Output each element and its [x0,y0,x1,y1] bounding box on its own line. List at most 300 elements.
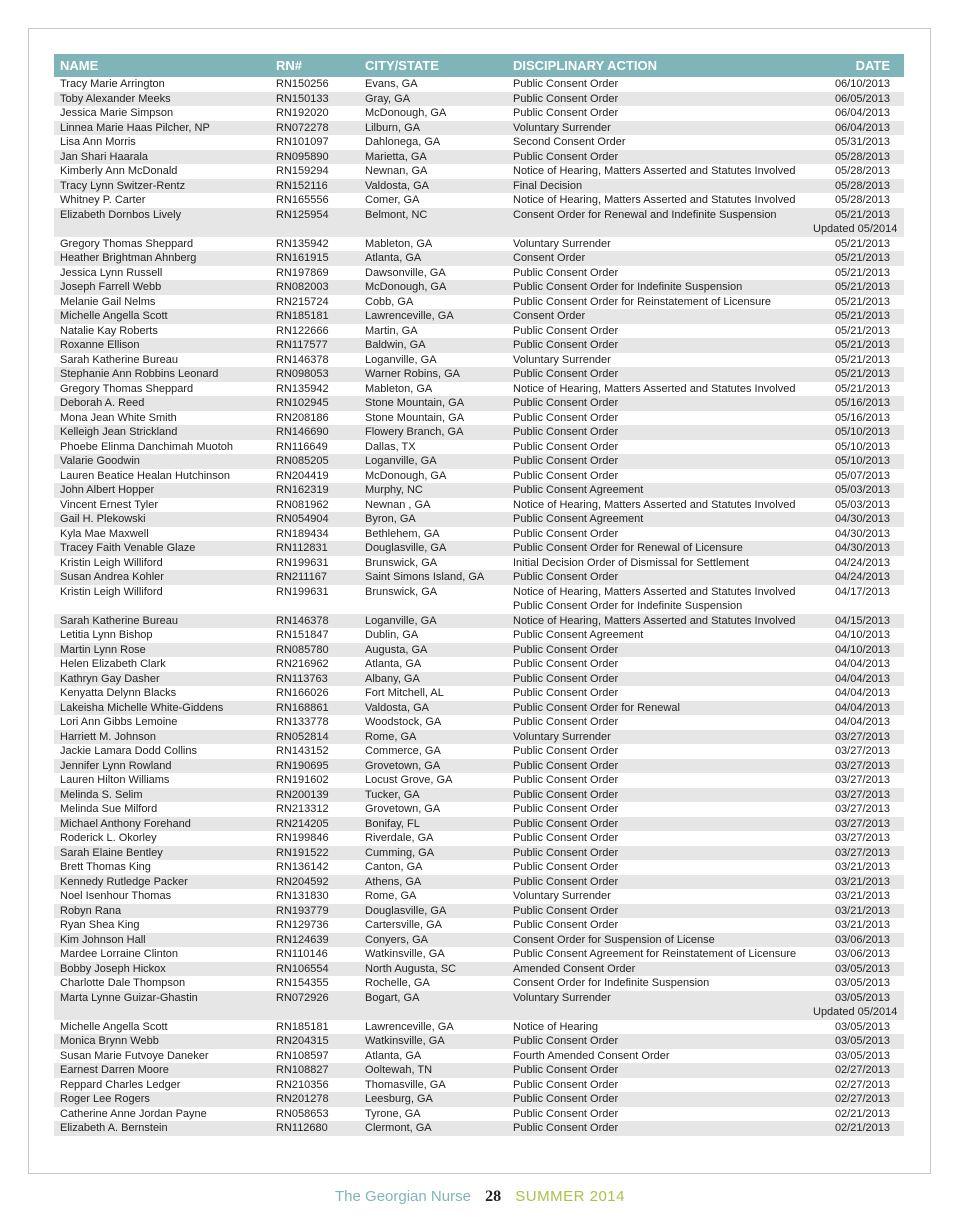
cell-rn-text: RN197869 [276,266,329,279]
cell-name [54,498,276,513]
table-row [54,1092,904,1107]
table-row [54,469,904,484]
cell-rn-text: RN085780 [276,643,329,656]
table-row [54,512,904,527]
cell-disciplinary-action [513,425,813,440]
table-row [54,150,904,165]
cell-city-state [365,585,513,614]
cell-disciplinary-action [513,382,813,397]
cell-disciplinary-action [513,1020,813,1035]
cell-disciplinary-action [513,759,813,774]
cell-city-state-text: McDonough, GA [365,469,447,482]
cell-date [813,860,904,875]
cell-name [54,773,276,788]
cell-rn-text: RN146690 [276,426,329,438]
cell-city-state [365,730,513,745]
cell-city-state-text: McDonough, GA [365,107,447,119]
cell-city-state [365,193,513,208]
cell-disciplinary-action-text: Public Consent Order [513,875,619,888]
cell-city-state-text: Baldwin, GA [365,339,426,351]
cell-rn-text: RN208186 [276,411,329,424]
cell-name-text: Lauren Hilton Williams [60,774,170,786]
cell-name [54,92,276,107]
cell-disciplinary-action-text: Voluntary Surrender [513,353,611,366]
cell-name-text: Melinda Sue Milford [60,803,158,815]
cell-city-state-text: Lilburn, GA [365,121,421,134]
cell-disciplinary-action-text: Public Consent Agreement for Reinstatement of Licensure [513,948,797,960]
cell-disciplinary-action-text: Public Consent Order [513,817,619,830]
cell-date [813,976,904,991]
cell-name [54,150,276,165]
cell-rn [276,933,365,948]
table-row [54,889,904,904]
cell-date-text: 03/27/2013 [834,803,890,815]
cell-city-state [365,367,513,382]
cell-name-text: Tracey Faith Venable Glaze [60,542,196,554]
cell-rn-text: RN082003 [276,281,329,293]
cell-disciplinary-action [513,1063,813,1078]
cell-disciplinary-action-text: Public Consent Agreement [513,513,644,525]
cell-name-text: Jennifer Lynn Rowland [60,759,172,772]
cell-city-state [365,411,513,426]
cell-disciplinary-action-text: Notice of Hearing, Matters Asserted and Statutes Involved [513,165,796,177]
cell-disciplinary-action [513,788,813,803]
cell-rn-text: RN199846 [276,832,329,844]
cell-city-state [365,295,513,310]
cell-disciplinary-action [513,686,813,701]
cell-date [813,92,904,107]
cell-date-text: 04/04/2013 [834,672,890,685]
cell-name [54,759,276,774]
cell-disciplinary-action [513,1049,813,1064]
cell-disciplinary-action-text: Notice of Hearing, Matters Asserted and Statutes Involved [513,382,796,395]
cell-city-state-text: Locust Grove, GA [365,774,453,786]
cell-rn [276,904,365,919]
cell-name [54,1078,276,1093]
cell-city-state-text: Conyers, GA [365,933,428,946]
cell-city-state-text: Dallas, TX [365,440,416,453]
table-row [54,1078,904,1093]
table-row [54,962,904,977]
cell-rn-text: RN204315 [276,1035,329,1047]
cell-city-state-text: Canton, GA [365,861,423,873]
cell-city-state-text: Tucker, GA [365,788,420,801]
cell-rn [276,208,365,237]
cell-disciplinary-action-text: Public Consent Order for Renewal of Licensure [513,542,743,554]
cell-disciplinary-action [513,570,813,585]
cell-name [54,367,276,382]
cell-city-state-text: Brunswick, GA [365,556,438,569]
cell-disciplinary-action [513,730,813,745]
cell-name-text: Brett Thomas King [60,861,151,873]
cell-disciplinary-action-text: Public Consent Order [513,759,619,772]
table-row [54,440,904,455]
cell-date-text: 04/30/2013 [834,513,890,525]
cell-date-text: 04/30/2013 [834,542,890,554]
cell-name-text: Reppard Charles Ledger [60,1078,181,1091]
cell-rn-text: RN204419 [276,469,329,482]
cell-disciplinary-action [513,1034,813,1049]
cell-rn [276,1063,365,1078]
cell-disciplinary-action-text: Notice of Hearing, Matters Asserted and Statutes Involved [513,498,796,511]
cell-rn [276,367,365,382]
cell-date-text: 06/05/2013 [834,92,890,105]
cell-rn-text: RN108597 [276,1049,329,1062]
cell-disciplinary-action-text: Consent Order for Renewal and Indefinite Suspension [513,208,777,221]
cell-city-state [365,121,513,136]
disciplinary-table [54,54,904,1136]
cell-date [813,324,904,339]
cell-disciplinary-action-text: Consent Order for Indefinite Suspension [513,977,710,989]
cell-disciplinary-action [513,628,813,643]
cell-city-state-text: Atlanta, GA [365,252,422,264]
cell-name-text: Kelleigh Jean Strickland [60,426,178,438]
table-row [54,382,904,397]
cell-rn-text: RN185181 [276,310,329,322]
cell-name-text: Jessica Marie Simpson [60,107,174,119]
cell-date-text: 04/10/2013 [834,629,890,641]
cell-name-text: Earnest Darren Moore [60,1064,169,1076]
cell-city-state-text: McDonough, GA [365,281,447,293]
cell-disciplinary-action-text: Public Consent Order [513,803,619,815]
cell-city-state-text: Grovetown, GA [365,759,441,772]
table-row [54,179,904,194]
cell-name-text: Jessica Lynn Russell [60,266,163,279]
cell-name-text: Melinda S. Selim [60,788,143,801]
cell-rn-text: RN200139 [276,788,329,801]
cell-date-text: 05/31/2013 [834,136,890,148]
cell-date-text: 05/21/2013 [834,208,890,221]
cell-city-state-text: Evans, GA [365,78,418,90]
cell-date-text: 05/03/2013 [834,498,890,511]
cell-city-state [365,904,513,919]
cell-name-text: Helen Elizabeth Clark [60,658,166,670]
cell-disciplinary-action-text: Public Consent Order [513,266,619,279]
footer-page-number: 28 [485,1188,502,1205]
footer-season: SUMMER 2014 [515,1188,625,1205]
cell-disciplinary-action-text: Public Consent Order [513,107,619,119]
cell-rn-text: RN165556 [276,194,329,206]
table-row [54,1020,904,1035]
table-body [54,77,904,1136]
cell-city-state [365,875,513,890]
cell-date-text: 04/15/2013 [834,614,890,627]
cell-name [54,527,276,542]
cell-name-text: Gregory Thomas Sheppard [60,382,194,395]
cell-disciplinary-action-text: Public Consent Order [513,368,619,380]
cell-date-text: 05/21/2013 [834,324,890,337]
cell-rn [276,802,365,817]
cell-name [54,353,276,368]
cell-name [54,1121,276,1136]
cell-city-state-text: Stone Mountain, GA [365,411,465,424]
cell-date [813,1078,904,1093]
cell-rn [276,1107,365,1122]
cell-rn-text: RN159294 [276,165,329,177]
cell-name-text: Bobby Joseph Hickox [60,962,166,975]
cell-rn-text: RN125954 [276,208,329,221]
cell-disciplinary-action-text: Public Consent Order [513,426,619,438]
cell-date-text: 05/07/2013 [834,469,890,482]
cell-rn-text: RN101097 [276,136,329,148]
cell-rn [276,1049,365,1064]
cell-name [54,280,276,295]
cell-city-state [365,1063,513,1078]
cell-date-text: 05/21/2013 [834,368,890,380]
cell-name-text: Kathryn Gay Dasher [60,672,160,685]
cell-city-state [365,860,513,875]
cell-rn-text: RN192020 [276,107,329,119]
cell-date-text: 03/21/2013 [834,919,890,931]
cell-disciplinary-action [513,715,813,730]
cell-name [54,237,276,252]
cell-city-state-text: Valdosta, GA [365,701,429,714]
cell-name [54,831,276,846]
cell-disciplinary-action-text: Public Consent Order [513,846,619,859]
cell-date [813,889,904,904]
cell-disciplinary-action-text: Public Consent Order for Reinstatement of Licensure [513,295,772,308]
cell-rn-text: RN193779 [276,904,329,917]
cell-name [54,1049,276,1064]
cell-city-state [365,1078,513,1093]
cell-date [813,338,904,353]
table-row [54,266,904,281]
cell-disciplinary-action-text: Public Consent Order [513,643,619,656]
cell-rn [276,1034,365,1049]
cell-disciplinary-action [513,280,813,295]
table-row [54,846,904,861]
cell-date [813,121,904,136]
table-row [54,570,904,585]
cell-date-text: 05/28/2013 [834,179,890,192]
cell-name-text: Michelle Angella Scott [60,310,168,322]
cell-rn [276,672,365,687]
cell-city-state [365,527,513,542]
cell-name-text: Robyn Rana [60,904,122,917]
cell-city-state [365,556,513,571]
cell-disciplinary-action-text: Public Consent Order [513,1122,619,1134]
table-row [54,164,904,179]
cell-city-state-text: Saint Simons Island, GA [365,571,485,583]
cell-city-state-text: Loganville, GA [365,353,437,366]
cell-rn [276,541,365,556]
cell-disciplinary-action [513,324,813,339]
cell-name-text: Tracy Lynn Switzer-Rentz [60,179,186,192]
cell-name-text: Elizabeth Dornbos Lively [60,208,182,221]
cell-rn-text: RN081962 [276,498,329,511]
cell-disciplinary-action [513,701,813,716]
cell-city-state [365,266,513,281]
cell-rn-text: RN129736 [276,919,329,931]
cell-city-state-text: Mableton, GA [365,382,433,395]
cell-date [813,585,904,614]
cell-city-state [365,541,513,556]
cell-date [813,440,904,455]
cell-disciplinary-action-text: Public Consent Order [513,919,619,931]
cell-name-text: Martin Lynn Rose [60,643,146,656]
table-row [54,1034,904,1049]
cell-city-state [365,251,513,266]
table-row [54,324,904,339]
cell-name [54,512,276,527]
cell-date [813,1092,904,1107]
cell-name-text: Sarah Elaine Bentley [60,846,163,859]
cell-city-state [365,788,513,803]
cell-name [54,382,276,397]
cell-name-text: Deborah A. Reed [60,397,145,409]
cell-date [813,266,904,281]
cell-date-text: 04/04/2013 [834,716,890,728]
cell-date-text: 03/21/2013 [834,875,890,888]
cell-rn [276,686,365,701]
cell-disciplinary-action [513,106,813,121]
cell-rn-text: RN117577 [276,339,328,351]
cell-city-state [365,425,513,440]
cell-name-text: Susan Marie Futvoye Daneker [60,1049,209,1062]
cell-name-text: Linnea Marie Haas Pilcher, NP [60,121,210,134]
cell-disciplinary-action [513,657,813,672]
table-row [54,527,904,542]
cell-disciplinary-action [513,614,813,629]
cell-date-text: 02/21/2013 [834,1107,890,1120]
cell-date-text: 04/04/2013 [834,701,890,714]
cell-city-state-text: Comer, GA [365,194,420,206]
cell-name [54,425,276,440]
cell-disciplinary-action [513,309,813,324]
table-row [54,353,904,368]
cell-name [54,454,276,469]
cell-city-state-text: Brunswick, GA [365,585,438,598]
cell-disciplinary-action [513,92,813,107]
cell-date [813,672,904,687]
cell-rn [276,1020,365,1035]
cell-disciplinary-action [513,947,813,962]
cell-name [54,628,276,643]
cell-rn [276,701,365,716]
cell-disciplinary-action [513,918,813,933]
table-row [54,454,904,469]
table-row [54,121,904,136]
table-row [54,875,904,890]
table-row [54,672,904,687]
table-row [54,904,904,919]
cell-rn-text: RN072278 [276,121,329,134]
cell-date [813,193,904,208]
cell-name [54,1034,276,1049]
cell-date-text: 02/27/2013 [834,1078,890,1091]
cell-disciplinary-action-text: Public Consent Order [513,904,619,917]
cell-city-state-text: Ooltewah, TN [365,1064,433,1076]
cell-city-state [365,831,513,846]
cell-disciplinary-action [513,353,813,368]
cell-disciplinary-action [513,933,813,948]
cell-disciplinary-action [513,295,813,310]
cell-city-state [365,976,513,991]
cell-disciplinary-action-text: Public Consent Order [513,1035,619,1047]
cell-name-text: Kimberly Ann McDonald [60,165,178,177]
cell-rn-text: RN072926 [276,991,329,1004]
table-row [54,628,904,643]
cell-date [813,991,904,1020]
cell-city-state [365,208,513,237]
table-row [54,860,904,875]
cell-name-text: Kim Johnson Hall [60,933,146,946]
cell-rn [276,121,365,136]
cell-name-text: Ryan Shea King [60,919,140,931]
cell-name-text: Gail H. Plekowski [60,513,146,525]
cell-rn-text: RN201278 [276,1093,329,1105]
cell-city-state-text: Bethlehem, GA [365,527,440,540]
cell-date-text: 05/21/2013 [834,252,890,264]
cell-name-text: Monica Brynn Webb [60,1035,159,1047]
table-row [54,730,904,745]
cell-disciplinary-action [513,193,813,208]
cell-rn [276,295,365,310]
cell-disciplinary-action [513,483,813,498]
cell-rn [276,1092,365,1107]
cell-city-state-text: Dawsonville, GA [365,266,446,279]
cell-name-text: Kennedy Rutledge Packer [60,875,188,888]
cell-disciplinary-action-text: Public Consent Order [513,469,619,482]
table-row [54,686,904,701]
cell-date-text: 04/04/2013 [834,658,890,670]
cell-disciplinary-action-text: Public Consent Order [513,339,619,351]
cell-name-text: Heather Brightman Ahnberg [60,252,197,264]
cell-city-state-text: Newnan , GA [365,498,431,511]
cell-rn [276,396,365,411]
cell-city-state-text: Athens, GA [365,875,422,888]
cell-rn [276,338,365,353]
table-row [54,135,904,150]
cell-city-state-text: Gray, GA [365,92,411,105]
cell-disciplinary-action-text: Public Consent Order [513,788,619,801]
cell-rn-text: RN213312 [276,803,329,815]
cell-rn [276,309,365,324]
cell-rn-text: RN191602 [276,774,329,786]
cell-city-state [365,889,513,904]
cell-name-text: Lori Ann Gibbs Lemoine [60,716,178,728]
table-row [54,773,904,788]
table-row [54,976,904,991]
cell-name-text: Toby Alexander Meeks [60,92,171,105]
table-row [54,280,904,295]
cell-name-text: Tracy Marie Arrington [60,78,165,90]
cell-city-state [365,846,513,861]
cell-city-state-text: Warner Robins, GA [365,368,460,380]
cell-name [54,643,276,658]
cell-rn-text: RN154355 [276,977,329,989]
cell-rn [276,251,365,266]
cell-disciplinary-action-text: Public Consent Order [513,397,619,409]
cell-city-state-text: Riverdale, GA [365,832,434,844]
cell-city-state [365,440,513,455]
cell-name [54,440,276,455]
cell-date-text: 03/21/2013 [834,861,890,873]
cell-name [54,1107,276,1122]
cell-disciplinary-action-text: Notice of Hearing, Matters Asserted and Statutes Involved [513,194,796,206]
cell-date [813,947,904,962]
cell-rn-text: RN135942 [276,382,329,395]
cell-date-text: 03/06/2013 [834,948,890,960]
cell-date [813,164,904,179]
cell-date [813,918,904,933]
cell-name [54,614,276,629]
cell-name [54,193,276,208]
cell-name-text: Roger Lee Rogers [60,1093,150,1105]
cell-date-text: 05/28/2013 [834,194,890,206]
cell-rn-text: RN211167 [276,571,327,583]
table-row [54,77,904,92]
